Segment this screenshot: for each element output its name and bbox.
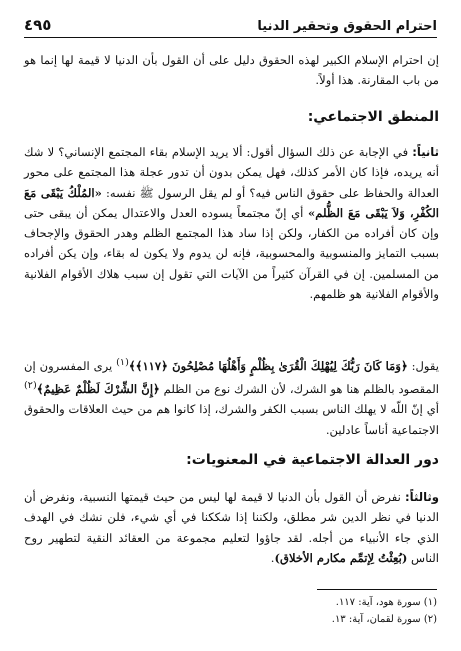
paragraph-1: إن احترام الإسلام الكبير لهذه الحقوق دليل على أن القول بأن الدنيا لا قيمة لها إنما هو من باب المقارنة. هذا أولاً.: [24, 53, 439, 88]
paragraph-text: نفرض أن القول بأن الدنيا لا قيمة لها ليس من حيث قيمتها النسبية، ونفرض أن الدنيا في نظر الدين شر مطلق، ولكننا إذا شككنا في أي شيء، فلن نشك في الهدف الذي جاء الأنبياء من أجله. لقد جاؤوا لتعليم مجموعة من العقائد النقية لتطهير روح الناس: [24, 490, 439, 565]
paragraph-text: في الإجابة عن ذلك السؤال أقول: ألا يريد الإسلام بقاء المجتمع الإنساني؟ لا شك أنه يريده، فإذا كان الأمر كذلك، فهل يمكن بدون أن تدور عجلة هذا المجتمع على محور العدالة والحفاظ على حقوق الناس فيه؟ أو لم يقل الرسول ﷺ نفسه:: [24, 145, 439, 200]
quran-verse: ﴿إِنَّ الشِّرْكَ لَظُلْمٌ عَظِيمٌ﴾: [36, 382, 160, 397]
footnote-ref: (١): [116, 357, 129, 368]
footnote-divider: [317, 589, 437, 590]
running-header: [24, 10, 437, 38]
paragraph-lead: ثانياً:: [412, 145, 439, 159]
footnote-ref: (٢): [24, 380, 37, 392]
page-number: ٤٩٥: [24, 16, 52, 34]
section-heading-social-logic: المنطق الاجتماعي:: [307, 109, 439, 125]
section-heading-social-justice: دور العدالة الاجتماعية في المعنويات:: [186, 452, 439, 468]
paragraph-text: أي إنّ اللّه لا يهلك الناس بسبب الكفر والشرك، إذا كانوا هم من حيث العلاقات والحقوق الاجتماعية أناساً عادلين.: [24, 402, 439, 437]
paragraph-3: [24, 353, 439, 440]
footnote-2: (٢) سورة لقمان، آية: ١٣.: [331, 614, 437, 625]
running-title: احترام الحقوق وتحقير الدنيا: [257, 19, 437, 34]
hadith-quote: (بُعِثْتُ لِإتمِّم مكارم الأخلاق): [274, 550, 408, 565]
footnote-1: (١) سورة هود، آية: ١١٧.: [335, 597, 437, 608]
paragraph-text: يرى المفسرون إن المقصود بالظلم هنا هو الشرك، لأن الشرك نوع من الظلم: [24, 358, 439, 397]
paragraph-lead: وثالثاً:: [405, 490, 439, 504]
paragraph-4: [24, 487, 439, 568]
hadith-quote: «المُلْكُ يَبْقَى مَعَ الكُفْرِ، وَلاَ يَبْقَى مَعَ الظُّلم»: [24, 185, 439, 220]
quran-verse: ﴿وَمَا كَانَ رَبُّكَ لِيُهْلِكَ الْقُرَىٰ بِظُلْمٍ وَأَهْلُهَا مُصْلِحُونَ ﴿١١٧﴾﴾: [128, 358, 408, 373]
paragraph-text: أي إنّ مجتمعاً يسوده العدل والاعتدال يمكن أن يبقى حتى وإن كان أفراده من الكفار، ولكن إذا ساد هذا المجتمع الظلم وهدر الحقوق والإجحاف بسبب التمايز والمنسوبية والمحسوبية، فإنه لن يدوم ولا يكون له بقاء، وإن يكن أفراده من المسلمين. إن في القرآن كثيراً من الآيات التي تقول إن سبب هلاك الأقوام الفلانية والأقوام الفلانية هو ظلمهم.: [24, 205, 439, 302]
paragraph-2: [24, 142, 439, 304]
paragraph-text: .: [270, 550, 275, 565]
paragraph-text: يقول:: [407, 358, 439, 373]
